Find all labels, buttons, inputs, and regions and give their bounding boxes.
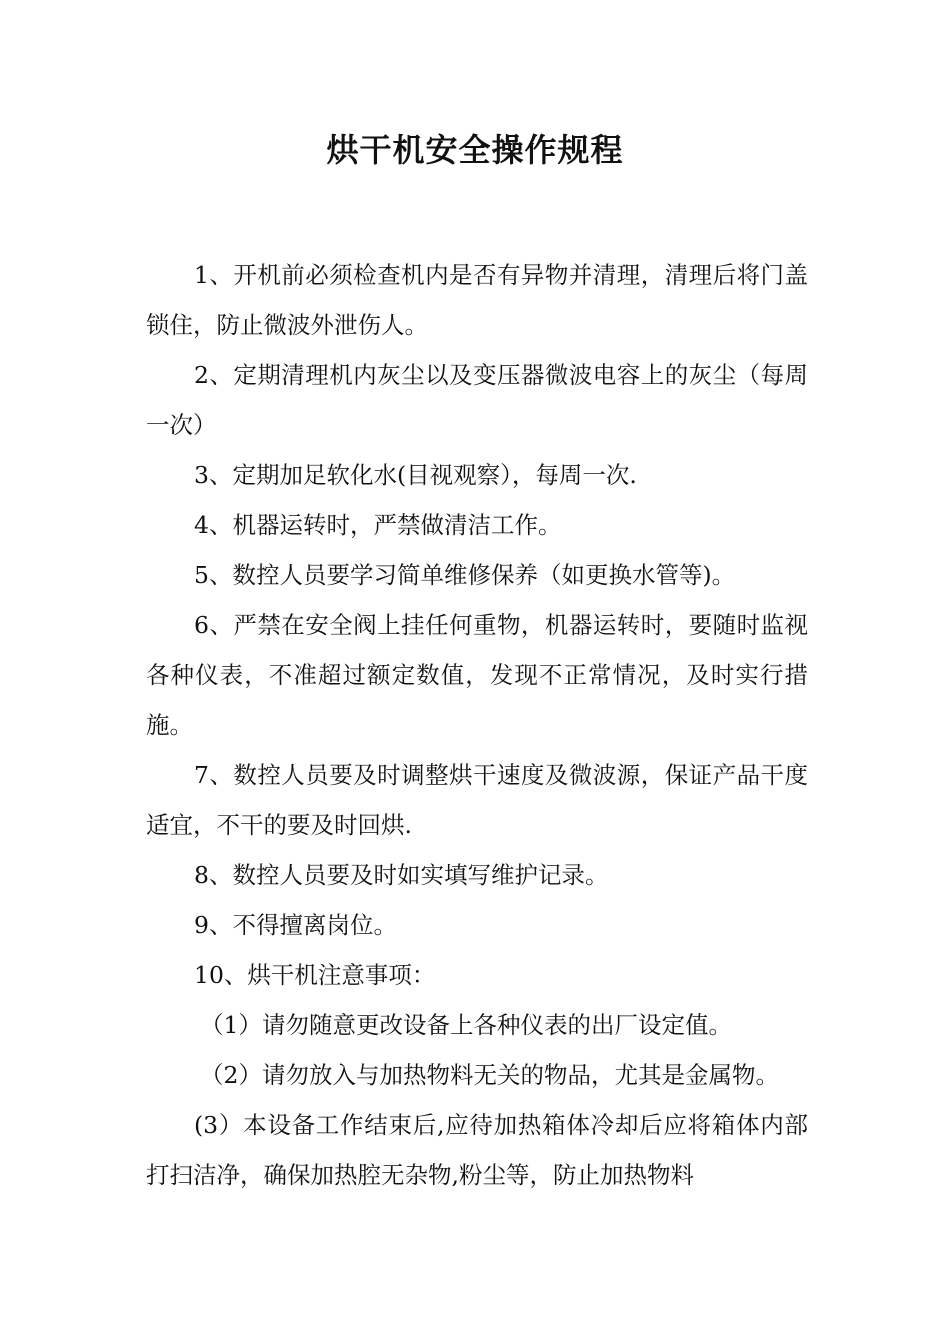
paragraph-9: 9、不得擅离岗位。 (194, 911, 397, 939)
document-body (146, 250, 808, 1200)
sub-item-3: (3）本设备工作结束后,应待加热箱体冷却后应将箱体内部打扫洁净，确保加热腔无杂物,粉尘等，防止加热物料 (146, 1111, 808, 1189)
paragraph-7: 7、数控人员要及时调整烘干速度及微波源，保证产品干度适宜，不干的要及时回烘. (146, 761, 808, 839)
paragraph-6: 6、严禁在安全阀上挂任何重物，机器运转时，要随时监视各种仪表，不准超过额定数值，发现不正常情况，及时实行措施。 (146, 611, 808, 739)
paragraph-4: 4、机器运转时，严禁做清洁工作。 (194, 511, 562, 539)
paragraph-2: 2、定期清理机内灰尘以及变压器微波电容上的灰尘（每周一次） (146, 361, 808, 439)
paragraph-1: 1、开机前必须检查机内是否有异物并清理，清理后将门盖锁住，防止微波外泄伤人。 (146, 261, 808, 339)
paragraph-8: 8、数控人员要及时如实填写维护记录。 (194, 861, 609, 889)
paragraph-3: 3、定期加足软化水(目视观察），每周一次. (194, 461, 637, 489)
sub-item-2: （2）请勿放入与加热物料无关的物品，尤其是金属物。 (200, 1061, 779, 1089)
sub-item-1: （1）请勿随意更改设备上各种仪表的出厂设定值。 (200, 1011, 732, 1039)
paragraph-10: 10、烘干机注意事项： (194, 961, 436, 989)
paragraph-5: 5、数控人员要学习简单维修保养（如更换水管等)。 (194, 561, 736, 589)
document-title: 烘干机安全操作规程 (326, 131, 624, 169)
